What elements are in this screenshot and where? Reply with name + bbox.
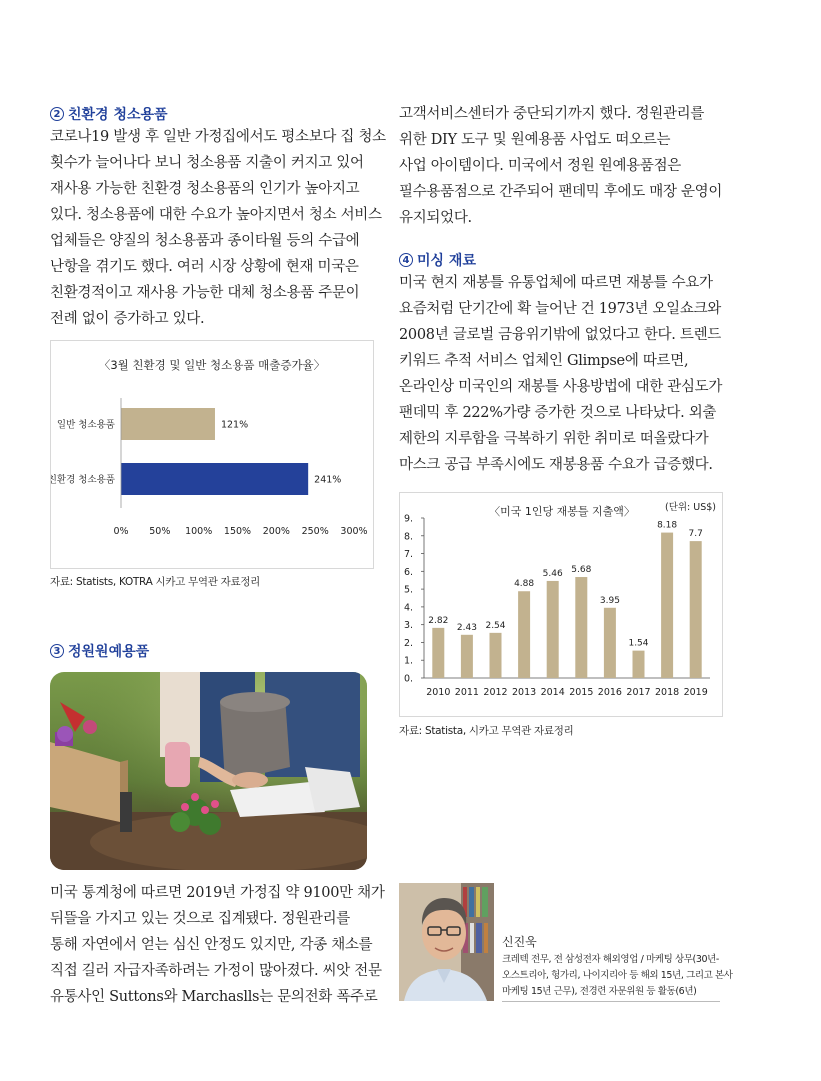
text-line: 횟수가 늘어나다 보니 청소용품 지출이 커지고 있어 (50, 155, 364, 171)
author-name: 신진욱 (502, 935, 537, 949)
value-label: 2.43 (456, 622, 477, 633)
text-line: 필수용품점으로 간주되어 팬데믹 후에도 매장 운영이 (399, 184, 723, 200)
value-label: 2.82 (428, 615, 449, 626)
value-label: 8.18 (657, 520, 678, 531)
text-line: 고객서비스센터가 중단되기까지 했다. 정원관리를 (399, 106, 705, 122)
text-line: 요즘처럼 단기간에 확 늘어난 건 1973년 오일쇼크와 (399, 301, 721, 317)
chart-unit: (단위: US$) (664, 502, 716, 513)
bar-1 (121, 463, 308, 495)
y-tick-label: 8. (404, 531, 414, 543)
x-tick-label: 200% (262, 526, 290, 537)
section-number-badge: 2 (50, 107, 64, 121)
bar-2011 (461, 635, 473, 678)
value-label: 121% (220, 419, 249, 431)
value-label: 3.95 (599, 595, 620, 606)
text-line: 팬데믹 후 222%가량 증가한 것으로 나타났다. 외출 (399, 405, 717, 421)
text-line: 뒤뜰을 가지고 있는 것으로 집계됐다. 정원관리를 (50, 911, 350, 927)
y-tick-label: 6. (404, 566, 414, 578)
bar-2017 (633, 651, 645, 678)
text-line: 유통사인 Suttons와 Marchaslls는 문의전화 폭주로 (50, 989, 378, 1005)
garden-photo-image (50, 672, 367, 870)
text-line: 오스트리아, 헝가리, 나이지리아 등 해외 15년, 그리고 본사 (502, 970, 733, 981)
text-line: 재사용 가능한 친환경 청소용품의 인기가 높아지고 (50, 181, 360, 197)
x-tick-label: 2018 (655, 687, 680, 698)
x-tick-label: 2016 (597, 687, 622, 698)
text-line: 미국 현지 재봉틀 유통업체에 따르면 재봉틀 수요가 (399, 275, 713, 291)
x-tick-label: 2017 (626, 687, 651, 698)
y-tick-label: 7. (404, 549, 414, 561)
text-line: 있다. 청소용품에 대한 수요가 높아지면서 청소 서비스 (50, 207, 382, 223)
section-4-title: 미싱 재료 (417, 253, 476, 269)
x-tick-label: 2019 (683, 687, 708, 698)
category-label: 친환경 청소용품 (51, 474, 115, 486)
text-line: 온라인상 미국인의 재봉틀 사용방법에 대한 관심도가 (399, 379, 723, 395)
chart-2-source: 자료: Statista, 시카고 무역관 자료정리 (399, 725, 574, 737)
bar-2010 (432, 628, 444, 678)
chart-sewing-svg (400, 493, 722, 716)
section-number-badge: 4 (399, 253, 413, 267)
y-tick-label: 4. (404, 602, 414, 614)
section-4-heading (399, 250, 476, 270)
section-3-title: 정원원예용품 (68, 644, 150, 660)
chart-title: 〈미국 1인당 재봉틀 지출액〉 (489, 505, 635, 518)
value-label: 5.68 (571, 565, 592, 576)
x-tick-label: 2011 (454, 687, 479, 698)
value-label: 241% (314, 474, 342, 486)
section-3-body-continued (399, 101, 722, 231)
section-3-body (50, 880, 385, 1010)
x-tick-label: 0% (113, 526, 129, 537)
value-label: 7.7 (688, 529, 703, 540)
y-tick-label: 1. (404, 655, 414, 667)
text-line: 전례 없이 증가하고 있다. (50, 311, 205, 327)
text-line: 직접 길러 자급자족하려는 가정이 많아졌다. 씨앗 전문 (50, 963, 382, 979)
x-tick-label: 50% (149, 526, 171, 537)
text-line: 친환경적이고 재사용 가능한 대체 청소용품 주문이 (50, 285, 360, 301)
text-line: 유지되었다. (399, 210, 472, 226)
text-line: 통해 자연에서 얻는 심신 안정도 있지만, 각종 채소를 (50, 937, 373, 953)
text-line: 코로나19 발생 후 일반 가정집에서도 평소보다 집 청소 (50, 129, 386, 145)
chart-sewing-spend (399, 492, 723, 717)
value-label: 5.46 (542, 568, 563, 579)
y-tick-label: 0. (404, 673, 414, 685)
value-label: 1.54 (628, 638, 649, 649)
text-line: 위한 DIY 도구 및 원예용품 사업도 떠오르는 (399, 132, 671, 148)
y-tick-label: 9. (404, 513, 414, 525)
text-line: 미국 통계청에 따르면 2019년 가정집 약 9100만 채가 (50, 885, 385, 901)
section-number-badge: 3 (50, 644, 64, 658)
text-line: 사업 아이템이다. 미국에서 정원 원예용품점은 (399, 158, 681, 174)
y-tick-label: 2. (404, 637, 414, 649)
author-divider (502, 1001, 720, 1002)
y-tick-label: 5. (404, 584, 414, 596)
category-label: 일반 청소용품 (56, 419, 115, 431)
x-tick-label: 2013 (512, 687, 537, 698)
chart-cleaning-svg (51, 341, 373, 568)
chart-title: 〈3월 친환경 및 일반 청소용품 매출증가율〉 (98, 358, 326, 372)
section-2-title: 친환경 청소용품 (68, 107, 168, 123)
x-tick-label: 100% (185, 526, 213, 537)
x-tick-label: 2015 (569, 687, 594, 698)
y-tick-label: 3. (404, 620, 414, 632)
bar-2019 (690, 541, 702, 678)
garden-photo (50, 672, 367, 870)
x-tick-label: 150% (223, 526, 252, 537)
bar-2014 (547, 581, 559, 678)
author-photo (399, 883, 494, 1001)
section-2-body (50, 124, 386, 332)
x-tick-label: 250% (301, 526, 329, 537)
value-label: 2.54 (485, 620, 506, 631)
text-line: 난항을 겪기도 했다. 여러 시장 상황에 현재 미국은 (50, 259, 359, 275)
section-3-heading (50, 641, 149, 661)
text-line: 마케팅 15년 근무), 전경련 자문위원 등 활동(6년) (502, 986, 697, 997)
section-2-heading (50, 104, 168, 124)
bar-2016 (604, 608, 616, 678)
x-tick-label: 300% (340, 526, 368, 537)
bar-2012 (490, 633, 502, 678)
text-line: 2008년 글로벌 금융위기밖에 없었다고 한다. 트렌드 (399, 327, 721, 343)
author-photo-image (399, 883, 494, 1001)
section-4-body (399, 270, 722, 478)
bar-0 (121, 408, 215, 440)
author-bio (502, 952, 733, 1000)
text-line: 키워드 추적 서비스 업체인 Glimpse에 따르면, (399, 353, 689, 369)
text-line: 마스크 공급 부족시에도 재봉용품 수요가 급증했다. (399, 457, 713, 473)
chart-1-source: 자료: Statists, KOTRA 시카고 무역관 자료정리 (50, 576, 261, 588)
value-label: 4.88 (514, 579, 535, 590)
bar-2015 (575, 577, 587, 678)
x-tick-label: 2012 (483, 687, 508, 698)
text-line: 업체들은 양질의 청소용품과 종이타월 등의 수급에 (50, 233, 360, 249)
text-line: 크레텍 전무, 전 삼성전자 해외영업 / 마케팅 상무(30년- (502, 954, 719, 965)
text-line: 제한의 지루함을 극복하기 위한 취미로 떠올랐다가 (399, 431, 709, 447)
chart-cleaning-sales-growth (50, 340, 374, 569)
x-tick-label: 2014 (540, 687, 565, 698)
bar-2013 (518, 591, 530, 678)
x-tick-label: 2010 (426, 687, 451, 698)
bar-2018 (661, 533, 673, 678)
